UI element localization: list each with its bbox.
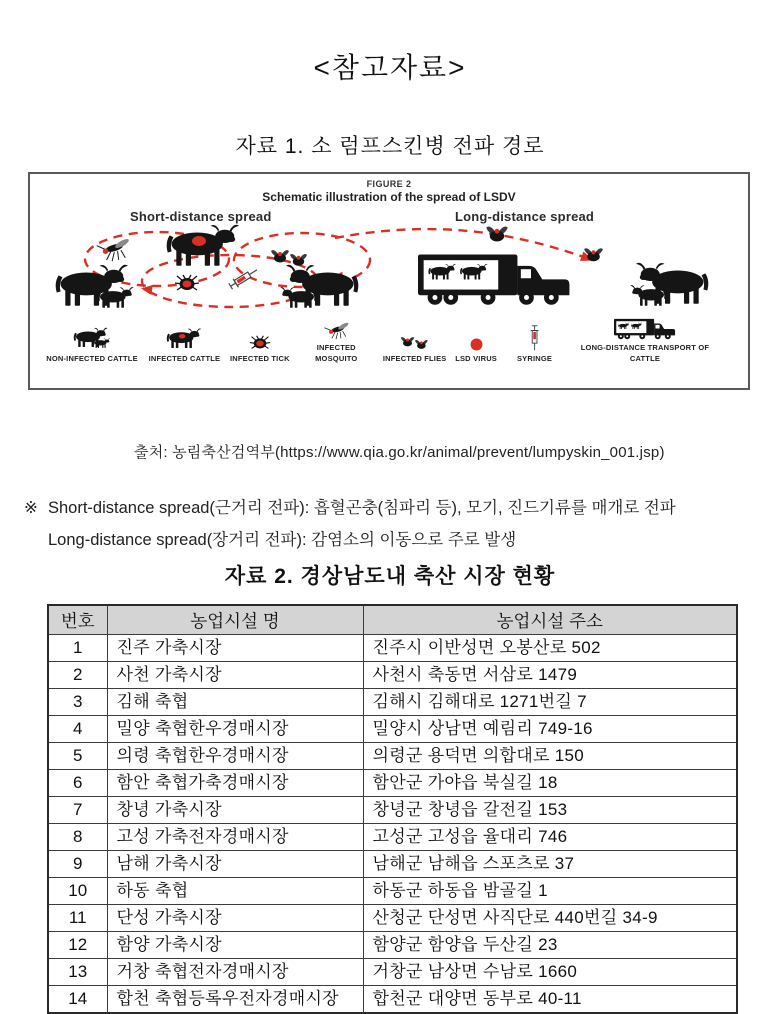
infected-tick-icon: [175, 275, 199, 290]
table-row: 3 김해 축협 김해시 김해대로 1271번길 7: [48, 689, 737, 716]
legend-item: INFECTED MOSQUITO: [296, 310, 376, 364]
note-marker: ※: [24, 499, 38, 517]
table-row: 11 단성 가축시장 산청군 단성면 사직단로 440번길 34-9: [48, 905, 737, 932]
table-row: 13 거창 축협전자경매시장 거창군 남상면 수남로 1660: [48, 959, 737, 986]
table-row: 12 함양 가축시장 함양군 함양읍 두산길 23: [48, 932, 737, 959]
legend-item: SYRINGE: [505, 321, 565, 365]
table-row: 2 사천 가축시장 사천시 축동면 서삼로 1479: [48, 662, 737, 689]
figure-source: 출처: 농림축산검역부(https://www.qia.go.kr/animal/prevent/lumpyskin_001.jsp): [134, 444, 665, 461]
table-row: 8 고성 가축전자경매시장 고성군 고성읍 율대리 746: [48, 824, 737, 851]
syringe-icon: [228, 266, 260, 291]
table-row: 1 진주 가축시장 진주시 이반성면 오봉산로 502: [48, 635, 737, 662]
long-distance-label: Long-distance spread: [455, 209, 595, 224]
legend-item: LSD VIRUS: [453, 321, 499, 365]
spread-illustration: [30, 224, 748, 320]
long-distance-truck-icon: [614, 310, 676, 340]
legend-item: LONG-DISTANCE TRANSPORT OF CATTLE: [570, 310, 720, 364]
figure-legend: [44, 310, 720, 364]
table-row: 4 밀양 축협한우경매시장 밀양시 상남면 예림리 749-16: [48, 716, 737, 743]
syringe-icon: [528, 321, 542, 351]
note-line-1: Short-distance spread(근거리 전파): 흡혈곤충(침파리 등), 모기, 진드기류를 매개로 전파: [48, 499, 676, 517]
legend-item: INFECTED TICK: [229, 321, 291, 365]
figure-caption: Schematic illustration of the spread of LSDV: [262, 190, 516, 204]
table-row: 5 의령 축협한우경매시장 의령군 용덕면 의합대로 150: [48, 743, 737, 770]
cattle-truck-icon: [418, 255, 569, 305]
non-infected-cattle-icon: [280, 265, 358, 308]
non-infected-cattle-icon: [630, 263, 708, 306]
table-row: 14 합천 축협등록우전자경매시장 합천군 대양면 동부로 40-11: [48, 986, 737, 1014]
table-row: 10 하동 축협 하동군 하동읍 밤골길 1: [48, 878, 737, 905]
column-header-no: 번호: [48, 605, 107, 635]
page-title: <참고자료>: [313, 52, 467, 83]
table-row: 6 함안 축협가축경매시장 함안군 가야읍 북실길 18: [48, 770, 737, 797]
table-header-row: [48, 605, 737, 635]
infected-flies-icon: [400, 321, 430, 351]
column-header-name: 농업시설 명: [107, 605, 363, 635]
legend-item: NON-INFECTED CATTLE: [44, 321, 140, 365]
livestock-market-table: [47, 604, 738, 1014]
lsdv-spread-figure: [28, 172, 750, 390]
infected-flies-icon: [271, 250, 307, 266]
legend-item: INFECTED FLIES: [382, 321, 448, 365]
note-line-2: Long-distance spread(장거리 전파): 감염소의 이동으로 주로 발생: [48, 531, 517, 549]
infected-cattle-icon: [165, 321, 203, 351]
table-row: 9 남해 가축시장 남해군 남해읍 스포츠로 37: [48, 851, 737, 878]
figure-number: FIGURE 2: [366, 179, 412, 189]
section1-heading: 자료 1. 소 럼프스킨병 전파 경로: [235, 135, 545, 158]
table-row: 7 창녕 가축시장 창녕군 창녕읍 갈전길 153: [48, 797, 737, 824]
section2-heading: 자료 2. 경상남도내 축산 시장 현황: [224, 565, 556, 588]
short-distance-label: Short-distance spread: [130, 209, 272, 224]
column-header-address: 농업시설 주소: [363, 605, 737, 635]
lsd-virus-icon: [470, 321, 483, 351]
infected-mosquito-icon: [323, 310, 349, 340]
infected-tick-icon: [249, 321, 271, 351]
non-infected-cattle-icon: [72, 321, 112, 351]
spread-note: [24, 492, 764, 556]
legend-item: INFECTED CATTLE: [145, 321, 223, 365]
